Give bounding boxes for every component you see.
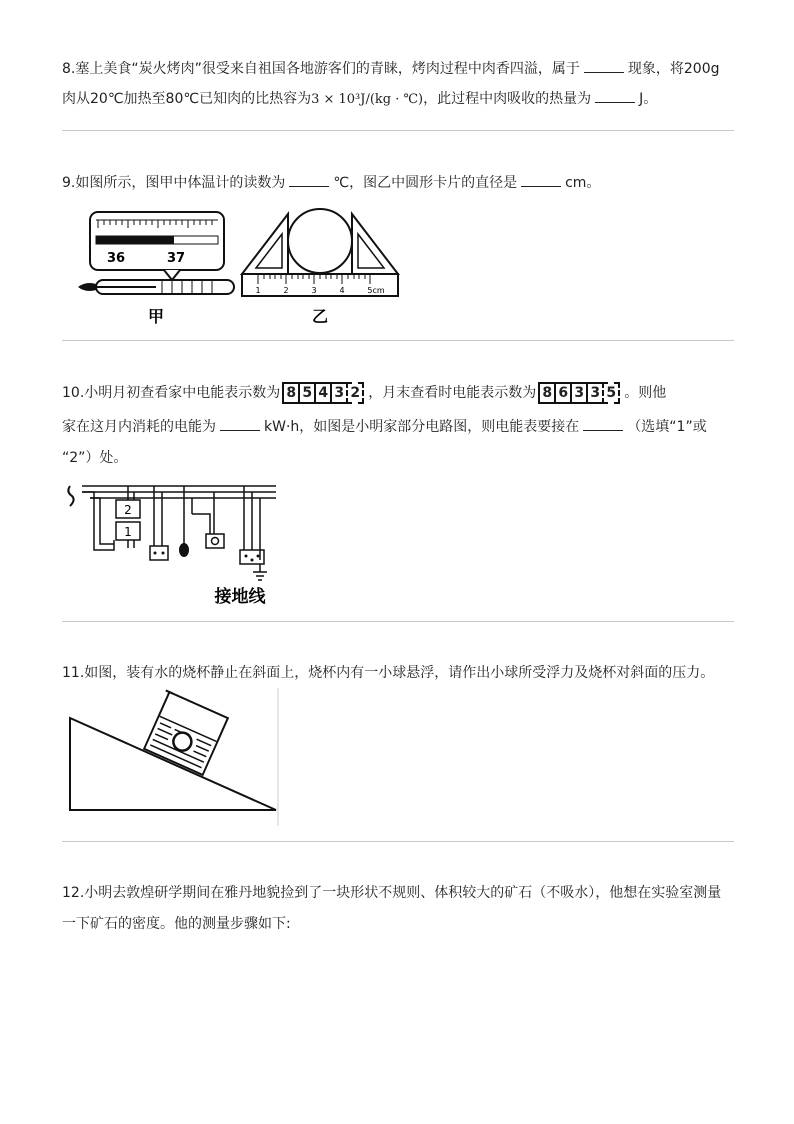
q9-blank-1[interactable] [289,172,329,187]
q11-text: 11.如图，装有水的烧杯静止在斜面上，烧杯内有一小球悬浮，请作出小球所受浮力及烧杯对斜面的压力。 [62,665,715,681]
q8-text-c: 肉从20℃加热至80℃已知肉的比热容为 [62,91,312,107]
q8-text-e: J。 [639,91,658,107]
meter-digit: 5 [298,382,316,404]
figure-caption-jia: 甲 [147,307,165,326]
ruler-tick-4: 4 [339,286,345,295]
divider [62,621,734,622]
q9-text-c: cm。 [565,175,601,191]
q10-line2 [62,416,707,437]
meter-digit: 3 [570,382,588,404]
figure-caption-yi: 乙 [311,307,329,326]
circuit-label-1: 1 [124,525,132,539]
q11-line [62,663,714,683]
q8-text-b: 现象，将200g [627,61,720,77]
ruler-tick-3: 3 [311,286,317,295]
meter-digit-decimal: 2 [346,382,364,404]
thermo-label-37: 37 [166,251,186,266]
q12-line1 [62,883,721,903]
q10-text-d: 家在这月内消耗的电能为 [62,419,216,435]
q9-blank-2[interactable] [521,172,561,187]
q8-specific-heat: 3 × 10³J/(kg · ℃) [311,92,424,107]
meter-digit: 3 [330,382,348,404]
meter-digit: 8 [282,382,300,404]
meter-digit: 3 [586,382,604,404]
divider [62,340,734,341]
meter-digit: 4 [314,382,332,404]
ruler-tick-2: 2 [283,286,289,295]
q10-text-c: 。则他 [624,385,667,401]
meter-digit-decimal: 5 [602,382,620,404]
q10-line1 [62,381,666,405]
meter-digit: 6 [554,382,572,404]
circuit-label-2: 2 [124,503,132,517]
ruler-tick-5cm: 5cm [367,286,385,295]
q8-line2 [62,88,657,110]
q12-text-a: 12.小明去敦煌研学期间在雅丹地貌捡到了一块形状不规则、体积较大的矿石（不吸水），他想在实验室测量 [62,885,722,901]
q12-text-b: 一下矿石的密度。他的测量步骤如下: [62,916,291,932]
q10-text-g: “2”）处。 [62,450,128,466]
q9-text-b: ℃，图乙中圆形卡片的直径是 [333,175,518,191]
q8-text-a: 8.塞上美食“炭火烤肉”很受来自祖国各地游客们的青睐，烤肉过程中肉香四溢，属于 [62,61,580,77]
q10-text-e: kW·h，如图是小明家部分电路图，则电能表要接在 [264,419,580,435]
divider [62,841,734,842]
meter-reading-start [284,381,364,405]
q9-text-a: 9.如图所示，图甲中体温计的读数为 [62,175,286,191]
beaker-incline-figure [64,688,284,828]
thermo-label-36: 36 [106,251,126,266]
q8-text-d: ，此过程中肉吸收的热量为 [423,91,592,107]
q10-text-a: 10.小明月初查看家中电能表示数为 [62,385,281,401]
q12-line2 [62,914,291,934]
q10-text-f: （选填“1”或 [627,419,707,435]
q9-line [62,172,600,193]
circuit-diagram [64,478,284,610]
q8-blank-2[interactable] [595,88,635,103]
ruler-tick-1: 1 [255,286,261,295]
q10-line3 [62,448,127,468]
thermometer-figure [76,208,236,330]
q10-blank-1[interactable] [220,416,260,431]
ground-wire-label: 接地线 [214,587,266,607]
q10-blank-2[interactable] [583,416,623,431]
q8-blank-1[interactable] [584,58,624,73]
q10-text-b: ，月末查看时电能表示数为 [368,385,537,401]
ruler-circle-figure [238,206,404,330]
q8-line1 [62,58,719,79]
divider [62,130,734,131]
meter-reading-end [540,381,620,405]
meter-digit: 8 [538,382,556,404]
